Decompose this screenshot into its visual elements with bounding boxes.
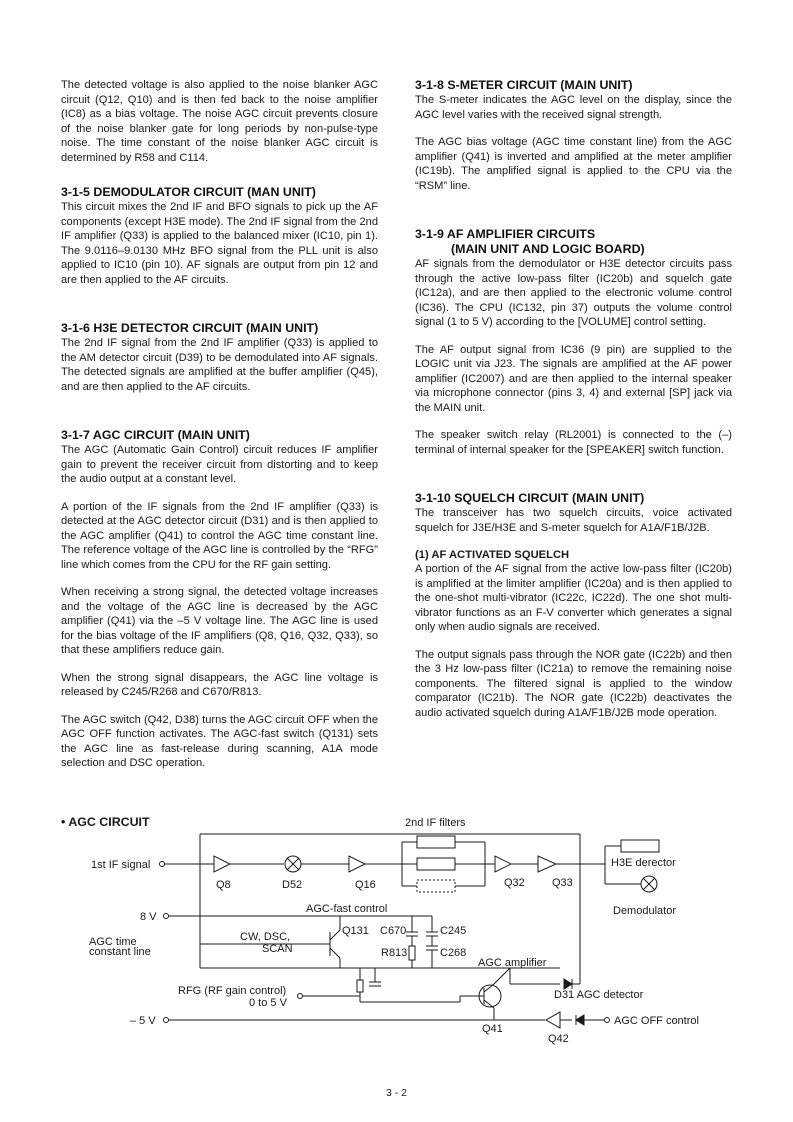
label-rfg-1: RFG (RF gain control): [178, 985, 287, 997]
heading-3-1-9-line2: (MAIN UNIT AND LOGIC BOARD): [451, 242, 645, 256]
input-terminal-1st-if: [160, 862, 165, 867]
paragraph-agc-3: When receiving a strong signal, the detected voltage increases and the voltage of the AGC line is decreased by the AGC amplifier (Q41) via the –5 V voltage line. The AGC line is used for the bias voltage of the IF amplifiers (Q8, Q16, Q32, Q33), so that these amplifiers reduce gain.: [61, 586, 378, 656]
page-number: 3 - 2: [385, 1087, 407, 1099]
paragraph-agc-1: The AGC (Automatic Gain Control) circuit reduces IF amplifier gain to prevent the receiver circuit from distorting and to keep the audio output at a constant level.: [61, 444, 378, 485]
paragraph-af-squelch-1: A portion of the AF signal from the active low-pass filter (IC20b) is amplified at the limiter amplifier (IC20a) and is then applied to the one-shot multi-vibrator (IC22c, IC22d). The one shot multi-vibrator functions as an F-V converter which generates a signal only when audio signals are received.: [415, 563, 732, 633]
subheading-af-activated: (1) AF ACTIVATED SQUELCH: [415, 549, 570, 561]
label-rfg-2: 0 to 5 V: [249, 997, 287, 1009]
heading-3-1-8: 3-1-8 S-METER CIRCUIT (MAIN UNIT): [415, 78, 633, 92]
heading-3-1-7: 3-1-7 AGC CIRCUIT (MAIN UNIT): [61, 428, 250, 442]
paragraph-agc-4: When the strong signal disappears, the AGC line voltage is released by C245/R268 and C670/R813.: [61, 671, 378, 698]
heading-3-1-10: 3-1-10 SQUELCH CIRCUIT (MAIN UNIT): [415, 491, 645, 505]
label-agc-time-1: AGC time: [89, 936, 137, 948]
if-filter-2: [417, 858, 455, 870]
label-r813: R813: [381, 947, 408, 959]
label-8v: 8 V: [140, 911, 157, 923]
paragraph-squelch-1: The transceiver has two squelch circuits, voice activated squelch for J3E/H3E and S-meter squelch for A1A/F1B/J2B.: [415, 507, 732, 534]
if-filter-3: [417, 880, 455, 892]
label-d52: D52: [282, 879, 303, 891]
lamp-demodulator: [641, 876, 657, 892]
diode-d52: [285, 856, 301, 872]
diagram-title: • AGC CIRCUIT: [61, 815, 150, 829]
label-cw-dsc: CW, DSC,: [240, 931, 291, 943]
paragraph-h3e-detector: The 2nd IF signal from the 2nd IF amplifier (Q33) is applied to the AM detector circuit (D39) to be demodulated into AF signals. The detected signals are amplified at the buffer amplifier (Q45), and are then applied to the AF circuits.: [61, 337, 378, 393]
label-q32: Q32: [504, 877, 525, 889]
amp-q32: [495, 856, 511, 872]
label-agc-fast: AGC-fast control: [306, 903, 388, 915]
paragraph-agc-2: A portion of the IF signals from the 2nd IF amplifier (Q33) is detected at the AGC detector circuit (D31) and is then applied to the AGC amplifier (Q41) to control the AGC time constant line. The reference voltage of the AGC line is controlled by the “RFG” line which comes from the CPU for the RF gain setting.: [61, 500, 378, 571]
label-agc-time-2: constant line: [89, 946, 151, 958]
heading-3-1-5: 3-1-5 DEMODULATOR CIRCUIT (MAN UNIT): [61, 185, 316, 199]
amp-q8: [214, 856, 230, 872]
label-minus-5v: – 5 V: [130, 1015, 156, 1027]
label-q131: Q131: [342, 925, 369, 937]
label-q41: Q41: [482, 1023, 503, 1035]
buffer-q42: [546, 1012, 560, 1028]
paragraph-noise-blanker: The detected voltage is also applied to the noise blanker AGC circuit (Q12, Q10) and is then fed back to the noise amplifier (IC8) as a bias voltage. The noise AGC circuit prevents closure of the noise blanker gate for long periods by non-pulse-type noise. The time constant of the noise blanker AGC circuit is determined by R58 and C114.: [61, 79, 378, 164]
paragraph-af-3: The speaker switch relay (RL2001) is connected to the (–) terminal of internal speaker for the [SPEAKER] switch function.: [415, 429, 732, 456]
left-column: [61, 78, 378, 771]
label-h3e: H3E derector: [611, 857, 676, 869]
paragraph-smeter-2: The AGC bias voltage (AGC time constant line) from the AGC amplifier (Q41) is inverted and amplified at the meter amplifier (IC19b). The amplified signal is applied to the CPU via the “RSM” line.: [415, 136, 732, 192]
paragraph-af-2: The AF output signal from IC36 (9 pin) are supplied to the LOGIC unit via J23. The signals are amplified at the AF power amplifier (IC2007) and are then applied to the internal speaker via microphone connector (pins 3, 4) and external [SP] jack via the MAIN unit.: [415, 343, 732, 414]
heading-3-1-9: [415, 227, 732, 257]
if-filter-1: [417, 836, 455, 848]
label-demodulator: Demodulator: [613, 905, 676, 917]
paragraph-smeter-1: The S-meter indicates the AGC level on the display, since the AGC level varies with the received signal strength.: [415, 94, 732, 121]
diode-d38: [576, 1015, 584, 1025]
label-agc-off: AGC OFF control: [614, 1015, 699, 1027]
transistor-q131: [330, 930, 340, 958]
label-q42: Q42: [548, 1033, 569, 1045]
label-q8: Q8: [216, 879, 231, 891]
resistor-r813: [409, 946, 415, 960]
label-agc-amplifier: AGC amplifier: [478, 957, 547, 969]
label-d31: D31 AGC detector: [554, 989, 644, 1001]
label-first-if: 1st IF signal: [91, 859, 151, 871]
paragraph-demodulator: This circuit mixes the 2nd IF and BFO signals to pick up the AF components (except H3E mode). The 2nd IF signal from the 2nd IF amplifier (Q33) is applied to the balanced mixer (IC10, pin 1). The 9.0116–9.0130 MHz BFO signal from the PLL unit is also applied to IC10 (pin 10). AF signals are output from pin 12 and are then applied to the AF circuits.: [61, 201, 378, 286]
paragraph-agc-5: The AGC switch (Q42, D38) turns the AGC circuit OFF when the AGC OFF function activates. The AGC-fast switch (Q131) sets the AGC line as fast-release during scanning, A1A mode selection and DSC operation.: [61, 713, 378, 769]
paragraph-af-squelch-2: The output signals pass through the NOR gate (IC22b) and then the 3 Hz low-pass filter (IC21a) to remove the remaining noise components. The filtered signal is applied to the window comparator (IC21b). The NOR gate (IC22b) deactivates the audio activated squelch during A1A/F1B/J2B mode operation.: [415, 648, 732, 719]
heading-3-1-9-line1: 3-1-9 AF AMPLIFIER CIRCUITS: [415, 227, 596, 241]
paragraph-af-1: AF signals from the demodulator or H3E detector circuits pass through the active low-pass filter (IC20b) and squelch gate (IC12a), and are then applied to the electronic volume control (IC36). The CPU (IC132, pin 37) outputs the volume control signal (1 to 5 V) according to the [VOLUME] control setting.: [415, 258, 732, 328]
diode-d31: [564, 979, 572, 989]
label-c268: C268: [440, 947, 467, 959]
heading-3-1-6: 3-1-6 H3E DETECTOR CIRCUIT (MAIN UNIT): [61, 321, 319, 335]
label-q16: Q16: [355, 879, 376, 891]
amp-q16: [349, 856, 365, 872]
right-column: [415, 78, 732, 720]
label-c245: C245: [440, 925, 467, 937]
amp-q33: [538, 856, 556, 872]
agc-circuit-diagram: [0, 800, 793, 1060]
label-q33: Q33: [552, 877, 573, 889]
label-scan: SCAN: [262, 943, 293, 955]
label-if-filters: 2nd IF filters: [405, 817, 466, 829]
block-h3e: [621, 840, 659, 852]
label-c670: C670: [380, 925, 407, 937]
